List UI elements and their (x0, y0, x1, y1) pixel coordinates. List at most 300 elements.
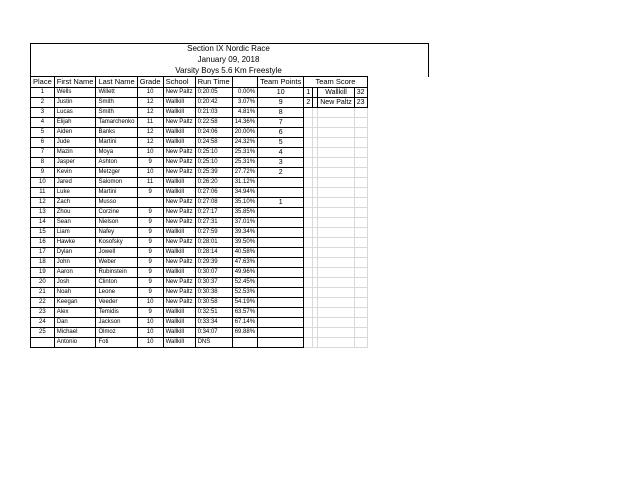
school-cell: New Paltz (163, 238, 195, 248)
first-name-cell: Zhou (54, 208, 96, 218)
last-name-cell: Nielson (96, 218, 137, 228)
pct-behind-cell: 37.01% (232, 218, 257, 228)
grade-cell: 12 (137, 98, 163, 108)
team-school-cell: Wallkill (318, 88, 355, 98)
results-table (30, 76, 368, 348)
run-time-cell: 0:27:17 (195, 208, 232, 218)
run-time-cell: 0:25:39 (195, 168, 232, 178)
empty-cell (354, 318, 367, 328)
empty-cell (318, 118, 355, 128)
last-name-cell: Moya (96, 148, 137, 158)
first-name-cell: Alex (54, 308, 96, 318)
last-name-cell: Banks (96, 128, 137, 138)
empty-cell (304, 128, 313, 138)
first-name-cell: Jared (54, 178, 96, 188)
first-name-cell: Liam (54, 228, 96, 238)
empty-cell (304, 168, 313, 178)
place-cell: 20 (31, 278, 55, 288)
result-row (31, 228, 368, 238)
team-points-cell: 6 (258, 128, 304, 138)
race-date: January 09, 2018 (197, 55, 260, 64)
run-time-cell: 0:24:06 (195, 128, 232, 138)
grade-cell: 11 (137, 118, 163, 128)
team-points-cell: 5 (258, 138, 304, 148)
school-cell: Wallkill (163, 178, 195, 188)
pct-behind-cell: 14.36% (232, 118, 257, 128)
team-score-cell: 23 (354, 98, 367, 108)
team-points-cell: 2 (258, 168, 304, 178)
empty-cell (318, 238, 355, 248)
run-time-cell: 0:30:58 (195, 298, 232, 308)
last-name-cell: Clinton (96, 278, 137, 288)
empty-cell (354, 288, 367, 298)
empty-cell (304, 278, 313, 288)
pct-behind-cell: 63.57% (232, 308, 257, 318)
grade-cell: 9 (137, 268, 163, 278)
pct-behind-cell: 35.10% (232, 198, 257, 208)
empty-cell (318, 268, 355, 278)
empty-cell (304, 178, 313, 188)
last-name-cell: Veeder (96, 298, 137, 308)
first-name-cell: Sean (54, 218, 96, 228)
empty-cell (304, 198, 313, 208)
result-row (31, 268, 368, 278)
last-name-cell: Corzine (96, 208, 137, 218)
pct-behind-cell (232, 338, 257, 348)
team-points-cell (258, 318, 304, 328)
result-row (31, 328, 368, 338)
place-cell: 4 (31, 118, 55, 128)
result-row (31, 148, 368, 158)
run-time-cell: 0:27:31 (195, 218, 232, 228)
grade-cell: 12 (137, 128, 163, 138)
team-school-cell: New Paltz (318, 98, 355, 108)
grade-cell: 9 (137, 208, 163, 218)
empty-cell (304, 318, 313, 328)
place-cell: 6 (31, 138, 55, 148)
team-points-cell (258, 278, 304, 288)
race-title: Section IX Nordic Race (187, 44, 270, 53)
first-name-cell: Jude (54, 138, 96, 148)
last-name-cell: Tamarchenko (96, 118, 137, 128)
pct-behind-cell: 4.81% (232, 108, 257, 118)
pct-behind-cell: 27.72% (232, 168, 257, 178)
empty-cell (304, 108, 313, 118)
result-row (31, 178, 368, 188)
race-event: Varsity Boys 5.6 Km Freestyle (175, 66, 282, 75)
school-cell: New Paltz (163, 88, 195, 98)
place-cell: 12 (31, 198, 55, 208)
run-time-cell: DNS (195, 338, 232, 348)
empty-cell (318, 108, 355, 118)
empty-cell (354, 158, 367, 168)
empty-cell (304, 298, 313, 308)
grade-cell: 10 (137, 88, 163, 98)
first-name-cell: Dylan (54, 248, 96, 258)
team-rank-cell: 1 (304, 88, 313, 98)
empty-cell (354, 168, 367, 178)
result-row (31, 128, 368, 138)
school-cell: New Paltz (163, 288, 195, 298)
empty-cell (354, 178, 367, 188)
school-cell: New Paltz (163, 118, 195, 128)
pct-behind-cell: 39.50% (232, 238, 257, 248)
grade-cell: 9 (137, 288, 163, 298)
run-time-cell: 0:33:34 (195, 318, 232, 328)
place-cell: 22 (31, 298, 55, 308)
place-cell: 16 (31, 238, 55, 248)
empty-cell (304, 328, 313, 338)
last-name-cell: Jowell (96, 248, 137, 258)
grade-cell: 9 (137, 238, 163, 248)
first-name-cell: Aaron (54, 268, 96, 278)
result-row (31, 288, 368, 298)
first-name-cell: Aiden (54, 128, 96, 138)
pct-behind-cell: 52.45% (232, 278, 257, 288)
result-row (31, 318, 368, 328)
last-name-cell: Martini (96, 188, 137, 198)
result-row (31, 248, 368, 258)
team-points-cell (258, 248, 304, 258)
school-cell: Wallkill (163, 268, 195, 278)
school-cell: Wallkill (163, 248, 195, 258)
run-time-cell: 0:22:58 (195, 118, 232, 128)
empty-cell (354, 128, 367, 138)
team-points-cell: 4 (258, 148, 304, 158)
run-time-cell: 0:29:39 (195, 258, 232, 268)
pct-behind-cell: 34.94% (232, 188, 257, 198)
empty-cell (354, 118, 367, 128)
result-row (31, 198, 368, 208)
last-name-cell: Salomon (96, 178, 137, 188)
pct-behind-cell: 0.00% (232, 88, 257, 98)
school-cell: Wallkill (163, 138, 195, 148)
result-row (31, 118, 368, 128)
pct-behind-cell: 3.07% (232, 98, 257, 108)
empty-cell (354, 238, 367, 248)
empty-cell (304, 228, 313, 238)
pct-behind-cell: 40.58% (232, 248, 257, 258)
pct-behind-cell: 67.14% (232, 318, 257, 328)
last-name-cell: Olmoz (96, 328, 137, 338)
place-cell: 9 (31, 168, 55, 178)
team-score-heading: Team Score (304, 77, 367, 88)
empty-cell (354, 228, 367, 238)
team-points-cell: 7 (258, 118, 304, 128)
first-name-cell: Zach (54, 198, 96, 208)
team-points-cell: 9 (258, 98, 304, 108)
empty-cell (354, 148, 367, 158)
pct-behind-cell: 69.88% (232, 328, 257, 338)
place-cell: 10 (31, 178, 55, 188)
first-name-cell: Wells (54, 88, 96, 98)
result-row (31, 298, 368, 308)
first-name-cell: Josh (54, 278, 96, 288)
grade-cell: 9 (137, 218, 163, 228)
result-row (31, 188, 368, 198)
team-points-cell (258, 328, 304, 338)
grade-cell: 9 (137, 158, 163, 168)
empty-cell (354, 298, 367, 308)
empty-cell (318, 318, 355, 328)
run-time-cell: 0:30:37 (195, 278, 232, 288)
run-time-cell: 0:26:20 (195, 178, 232, 188)
result-row (31, 278, 368, 288)
empty-cell (354, 248, 367, 258)
first-name-cell: Michael (54, 328, 96, 338)
empty-cell (304, 288, 313, 298)
first-name-cell: Jasper (54, 158, 96, 168)
place-cell: 15 (31, 228, 55, 238)
school-cell: Wallkill (163, 128, 195, 138)
grade-cell: 9 (137, 188, 163, 198)
header-first-name: First Name (54, 77, 96, 88)
school-cell: Wallkill (163, 328, 195, 338)
grade-cell: 9 (137, 278, 163, 288)
grade-cell: 9 (137, 308, 163, 318)
place-cell: 1 (31, 88, 55, 98)
empty-cell (354, 208, 367, 218)
school-cell: New Paltz (163, 148, 195, 158)
school-cell: Wallkill (163, 188, 195, 198)
last-name-cell: Rubinstein (96, 268, 137, 278)
last-name-cell: Musso (96, 198, 137, 208)
empty-cell (318, 218, 355, 228)
header-pct (232, 77, 257, 88)
empty-cell (304, 268, 313, 278)
empty-cell (318, 128, 355, 138)
empty-cell (354, 328, 367, 338)
run-time-cell: 0:30:07 (195, 268, 232, 278)
school-cell: New Paltz (163, 208, 195, 218)
place-cell: 18 (31, 258, 55, 268)
first-name-cell: Antonio (54, 338, 96, 348)
team-points-cell (258, 338, 304, 348)
school-cell: New Paltz (163, 168, 195, 178)
last-name-cell: Smith (96, 108, 137, 118)
run-time-cell: 0:20:05 (195, 88, 232, 98)
header-row (31, 77, 368, 88)
empty-cell (318, 288, 355, 298)
first-name-cell: Justin (54, 98, 96, 108)
last-name-cell: Ashton (96, 158, 137, 168)
first-name-cell: Elijah (54, 118, 96, 128)
empty-cell (318, 278, 355, 288)
team-points-cell (258, 258, 304, 268)
empty-cell (354, 108, 367, 118)
place-cell: 13 (31, 208, 55, 218)
result-row (31, 208, 368, 218)
last-name-cell: Kosofsky (96, 238, 137, 248)
team-points-cell (258, 208, 304, 218)
result-row (31, 158, 368, 168)
grade-cell: 11 (137, 178, 163, 188)
team-score-cell: 32 (354, 88, 367, 98)
empty-cell (318, 148, 355, 158)
result-row (31, 238, 368, 248)
title-box (30, 43, 429, 77)
grade-cell: 10 (137, 168, 163, 178)
result-row (31, 258, 368, 268)
last-name-cell: Temidis (96, 308, 137, 318)
place-cell: 21 (31, 288, 55, 298)
place-cell: 2 (31, 98, 55, 108)
grade-cell: 12 (137, 108, 163, 118)
empty-cell (318, 208, 355, 218)
school-cell: New Paltz (163, 278, 195, 288)
grade-cell: 10 (137, 328, 163, 338)
result-row (31, 168, 368, 178)
team-points-cell (258, 288, 304, 298)
grade-cell: 12 (137, 138, 163, 148)
result-row (31, 338, 368, 348)
team-points-cell (258, 188, 304, 198)
empty-cell (304, 138, 313, 148)
empty-cell (354, 258, 367, 268)
team-points-cell (258, 238, 304, 248)
run-time-cell: 0:27:08 (195, 198, 232, 208)
place-cell: 19 (31, 268, 55, 278)
empty-cell (304, 258, 313, 268)
grade-cell: 10 (137, 298, 163, 308)
grade-cell: 9 (137, 228, 163, 238)
last-name-cell: Leone (96, 288, 137, 298)
empty-cell (354, 308, 367, 318)
last-name-cell: Nafey (96, 228, 137, 238)
place-cell (31, 338, 55, 348)
empty-cell (304, 238, 313, 248)
first-name-cell: Lucas (54, 108, 96, 118)
grade-cell: 9 (137, 248, 163, 258)
grade-cell: 9 (137, 258, 163, 268)
run-time-cell: 0:27:59 (195, 228, 232, 238)
last-name-cell: Metzger (96, 168, 137, 178)
place-cell: 11 (31, 188, 55, 198)
place-cell: 17 (31, 248, 55, 258)
empty-cell (354, 218, 367, 228)
run-time-cell: 0:27:06 (195, 188, 232, 198)
pct-behind-cell: 49.96% (232, 268, 257, 278)
empty-cell (318, 298, 355, 308)
first-name-cell: Noah (54, 288, 96, 298)
empty-cell (304, 148, 313, 158)
school-cell: New Paltz (163, 218, 195, 228)
school-cell: Wallkill (163, 228, 195, 238)
run-time-cell: 0:28:01 (195, 238, 232, 248)
last-name-cell: Weber (96, 258, 137, 268)
run-time-cell: 0:20:42 (195, 98, 232, 108)
empty-cell (304, 218, 313, 228)
first-name-cell: Dan (54, 318, 96, 328)
school-cell: New Paltz (163, 258, 195, 268)
place-cell: 5 (31, 128, 55, 138)
empty-cell (304, 308, 313, 318)
last-name-cell: Martini (96, 138, 137, 148)
team-points-cell (258, 228, 304, 238)
empty-cell (318, 338, 355, 348)
place-cell: 3 (31, 108, 55, 118)
header-last-name: Last Name (96, 77, 137, 88)
run-time-cell: 0:32:51 (195, 308, 232, 318)
pct-behind-cell: 24.32% (232, 138, 257, 148)
empty-cell (318, 328, 355, 338)
empty-cell (304, 158, 313, 168)
empty-cell (318, 228, 355, 238)
first-name-cell: Kevin (54, 168, 96, 178)
place-cell: 8 (31, 158, 55, 168)
result-row (31, 88, 368, 98)
grade-cell: 10 (137, 148, 163, 158)
empty-cell (304, 188, 313, 198)
pct-behind-cell: 31.12% (232, 178, 257, 188)
team-points-cell (258, 178, 304, 188)
last-name-cell: Smith (96, 98, 137, 108)
empty-cell (304, 338, 313, 348)
empty-cell (354, 338, 367, 348)
empty-cell (304, 248, 313, 258)
result-row (31, 108, 368, 118)
empty-cell (318, 158, 355, 168)
run-time-cell: 0:25:10 (195, 158, 232, 168)
pct-behind-cell: 39.34% (232, 228, 257, 238)
header-team-points: Team Points (258, 77, 304, 88)
grade-cell (137, 198, 163, 208)
run-time-cell: 0:30:38 (195, 288, 232, 298)
team-points-cell: 1 (258, 198, 304, 208)
run-time-cell: 0:21:03 (195, 108, 232, 118)
place-cell: 23 (31, 308, 55, 318)
last-name-cell: Willett (96, 88, 137, 98)
empty-cell (354, 198, 367, 208)
pct-behind-cell: 25.31% (232, 158, 257, 168)
run-time-cell: 0:25:10 (195, 148, 232, 158)
pct-behind-cell: 35.85% (232, 208, 257, 218)
header-run-time: Run Time (195, 77, 232, 88)
run-time-cell: 0:34:07 (195, 328, 232, 338)
team-points-cell (258, 268, 304, 278)
pct-behind-cell: 54.19% (232, 298, 257, 308)
result-row (31, 98, 368, 108)
first-name-cell: Luke (54, 188, 96, 198)
result-row (31, 218, 368, 228)
team-points-cell: 10 (258, 88, 304, 98)
school-cell: Wallkill (163, 98, 195, 108)
pct-behind-cell: 47.63% (232, 258, 257, 268)
empty-cell (318, 258, 355, 268)
result-row (31, 308, 368, 318)
first-name-cell: John (54, 258, 96, 268)
empty-cell (354, 138, 367, 148)
place-cell: 14 (31, 218, 55, 228)
empty-cell (354, 268, 367, 278)
empty-cell (318, 188, 355, 198)
empty-cell (304, 208, 313, 218)
team-points-cell (258, 308, 304, 318)
empty-cell (318, 198, 355, 208)
pct-behind-cell: 25.31% (232, 148, 257, 158)
team-points-cell (258, 298, 304, 308)
place-cell: 24 (31, 318, 55, 328)
place-cell: 7 (31, 148, 55, 158)
place-cell: 25 (31, 328, 55, 338)
empty-cell (354, 188, 367, 198)
pct-behind-cell: 52.53% (232, 288, 257, 298)
school-cell: New Paltz (163, 298, 195, 308)
school-cell: New Paltz (163, 158, 195, 168)
school-cell: Wallkill (163, 308, 195, 318)
team-rank-cell: 2 (304, 98, 313, 108)
result-row (31, 138, 368, 148)
